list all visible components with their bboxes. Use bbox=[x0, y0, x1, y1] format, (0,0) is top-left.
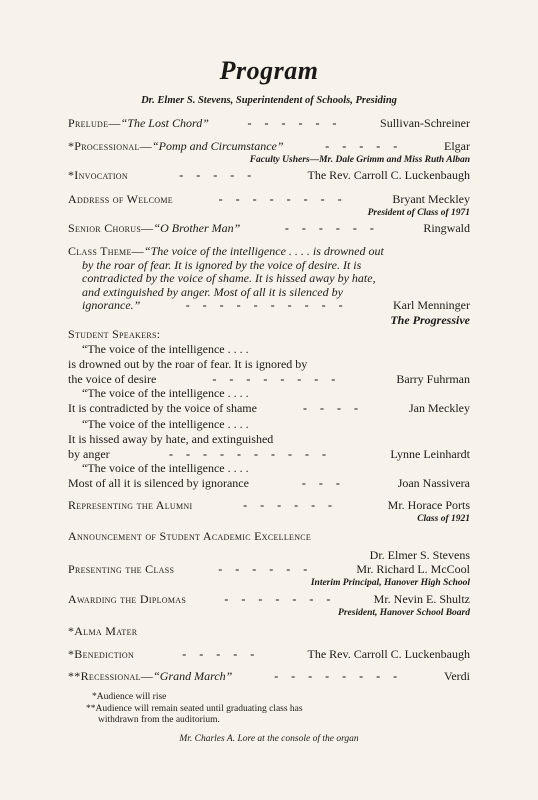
chorus-leader: - - - - - - bbox=[284, 221, 379, 235]
recessional-label: **Recessional— bbox=[68, 669, 154, 683]
speaker-4-line-1: “The voice of the intelligence . . . . bbox=[82, 461, 249, 475]
item-student-speakers bbox=[68, 327, 470, 342]
footnote-rise: *Audience will rise bbox=[92, 692, 167, 702]
recessional-composer: Verdi bbox=[444, 669, 470, 683]
chorus-label: Senior Chorus— bbox=[68, 221, 154, 235]
item-senior-chorus bbox=[68, 221, 470, 236]
alumni-person: Mr. Horace Ports bbox=[387, 498, 470, 512]
speaker-4-name: Joan Nassivera bbox=[397, 476, 470, 490]
prelude-composer: Sullivan-Schreiner bbox=[380, 116, 470, 130]
recessional-piece: “Grand March” bbox=[153, 669, 233, 683]
speaker-2-line-1: “The voice of the intelligence . . . . bbox=[82, 386, 249, 400]
speaker-3-leader: - - - - - - - - - - bbox=[169, 447, 331, 461]
presenting-person: Mr. Richard L. McCool bbox=[356, 562, 470, 576]
theme-line-3: contradicted by the voice of shame. It is hissed away by hate, bbox=[82, 271, 376, 285]
theme-author: Karl Menninger bbox=[393, 298, 470, 312]
presiding-line: Dr. Elmer S. Stevens, Superintendent of Schools, Presiding bbox=[141, 95, 397, 106]
invocation-label: *Invocation bbox=[68, 168, 128, 182]
benediction-leader: - - - - - bbox=[182, 647, 260, 661]
presenting-label: Presenting the Class bbox=[68, 562, 175, 576]
speaker-1-name: Barry Fuhrman bbox=[396, 372, 470, 386]
theme-line-1: “The voice of the intelligence . . . . is drowned out bbox=[143, 244, 384, 258]
speaker-4-line-2: Most of all it is silenced by ignorance bbox=[68, 476, 249, 490]
speaker-3-line-2: It is hissed away by hate, and extinguished bbox=[68, 432, 274, 446]
processional-composer: Elgar bbox=[444, 139, 470, 153]
item-prelude bbox=[68, 116, 470, 131]
diplomas-person: Mr. Nevin E. Shultz bbox=[373, 592, 470, 606]
speakers-label: Student Speakers: bbox=[68, 327, 161, 341]
theme-label: Class Theme— bbox=[68, 244, 144, 258]
footnotes bbox=[86, 692, 466, 727]
benediction-label: *Benediction bbox=[68, 647, 135, 661]
announcement-person: Dr. Elmer S. Stevens bbox=[369, 548, 470, 562]
footnote-seated-2: withdrawn from the auditorium. bbox=[98, 715, 220, 725]
speaker-2-name: Jan Meckley bbox=[409, 401, 470, 415]
invocation-leader: - - - - - bbox=[179, 168, 257, 182]
diplomas-label: Awarding the Diplomas bbox=[68, 592, 187, 606]
speaker-1-leader: - - - - - - - - bbox=[212, 372, 341, 386]
processional-ushers: Faculty Ushers—Mr. Dale Grimm and Miss Ruth Alban bbox=[249, 155, 470, 165]
speaker-3-line-3: by anger bbox=[68, 447, 110, 461]
presenting-leader: - - - - - - bbox=[218, 562, 313, 576]
processional-label: *Processional— bbox=[68, 139, 152, 153]
speaker-1-line-2: is drowned out by the roar of fear. It is ignored by bbox=[68, 357, 308, 371]
speaker-3 bbox=[68, 417, 470, 462]
item-alumni bbox=[68, 498, 470, 525]
alma-mater-label: *Alma Mater bbox=[68, 624, 138, 638]
speaker-3-line-1: “The voice of the intelligence . . . . bbox=[82, 417, 249, 431]
recessional-leader: - - - - - - - - bbox=[274, 669, 403, 683]
diplomas-role: President, Hanover School Board bbox=[338, 608, 470, 618]
organist-credit: Mr. Charles A. Lore at the console of the organ bbox=[179, 734, 359, 744]
item-processional bbox=[68, 139, 470, 166]
item-diplomas bbox=[68, 592, 470, 619]
speaker-4-leader: - - - bbox=[301, 476, 345, 490]
speaker-2 bbox=[68, 386, 470, 416]
presenting-role: Interim Principal, Hanover High School bbox=[310, 578, 470, 588]
diplomas-leader: - - - - - - - bbox=[224, 592, 336, 606]
speaker-1 bbox=[68, 342, 470, 387]
chorus-composer: Ringwald bbox=[423, 221, 470, 235]
speaker-3-name: Lynne Leinhardt bbox=[390, 447, 470, 461]
chorus-piece: “O Brother Man” bbox=[153, 221, 241, 235]
item-class-theme bbox=[68, 245, 470, 328]
benediction-person: The Rev. Carroll C. Luckenbaugh bbox=[307, 647, 470, 661]
theme-leader: - - - - - - - - - - bbox=[185, 299, 348, 312]
footnote-seated-1: **Audience will remain seated until graduating class has bbox=[86, 703, 303, 714]
speaker-2-leader: - - - - bbox=[302, 401, 363, 415]
theme-line-2: by the roar of fear. It is ignored by the voice of desire. It is bbox=[82, 257, 362, 272]
theme-source: The Progressive bbox=[390, 312, 470, 327]
item-welcome bbox=[68, 192, 470, 219]
item-announcement bbox=[68, 529, 470, 563]
item-presenting bbox=[68, 562, 470, 589]
page-title: Program bbox=[219, 56, 319, 85]
speaker-1-line-3: the voice of desire bbox=[68, 372, 157, 386]
item-alma-mater bbox=[68, 624, 470, 639]
processional-leader: - - - - - bbox=[325, 139, 403, 153]
item-recessional bbox=[68, 669, 470, 684]
alumni-leader: - - - - - - bbox=[243, 498, 338, 512]
theme-line-5: ignorance.” bbox=[82, 298, 141, 312]
alumni-label: Representing the Alumni bbox=[68, 498, 193, 512]
item-benediction bbox=[68, 647, 470, 662]
welcome-leader: - - - - - - - - bbox=[218, 192, 347, 206]
processional-piece: “Pomp and Circumstance” bbox=[152, 139, 284, 153]
speaker-1-line-1: “The voice of the intelligence . . . . bbox=[82, 342, 249, 356]
speaker-2-line-2: It is contradicted by the voice of shame bbox=[68, 401, 257, 415]
invocation-person: The Rev. Carroll C. Luckenbaugh bbox=[307, 168, 470, 182]
welcome-label: Address of Welcome bbox=[68, 192, 173, 206]
prelude-piece: “The Lost Chord” bbox=[120, 116, 209, 130]
welcome-person: Bryant Meckley bbox=[392, 192, 470, 206]
announcement-label: Announcement of Student Academic Excellence bbox=[68, 529, 312, 543]
prelude-leader: - - - - - - bbox=[247, 116, 342, 130]
welcome-role: President of Class of 1971 bbox=[367, 208, 470, 218]
item-invocation bbox=[68, 168, 470, 183]
speaker-4 bbox=[68, 461, 470, 491]
theme-line-4: and extinguished by anger. Most of all it is silenced by bbox=[82, 284, 343, 299]
prelude-label: Prelude— bbox=[68, 116, 121, 130]
alumni-role: Class of 1921 bbox=[417, 514, 470, 524]
